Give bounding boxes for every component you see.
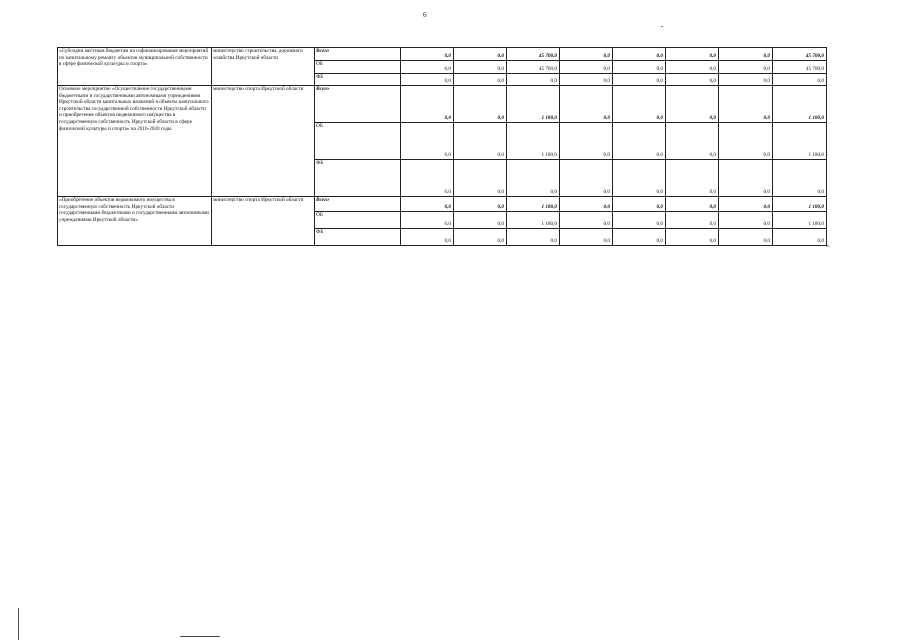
- amount-cell: 0,0: [613, 123, 666, 160]
- amount-cell: 0,0: [454, 86, 507, 123]
- amount-cell: 0,0: [613, 61, 666, 74]
- scan-artifact: [661, 26, 663, 27]
- amount-cell: 1 180,0: [773, 197, 827, 212]
- amount-cell: 1 180,0: [773, 212, 827, 229]
- amount-cell: 0,0: [666, 74, 719, 86]
- amount-cell: 0,0: [507, 160, 560, 197]
- amount-cell: 0,0: [560, 86, 613, 123]
- funding-source-cell: Всего: [315, 197, 401, 212]
- amount-cell: 0,0: [401, 74, 454, 86]
- executor-cell: министерство спорта Иркутской области: [212, 197, 315, 246]
- amount-cell: 0,0: [454, 197, 507, 212]
- amount-cell: 0,0: [719, 123, 773, 160]
- amount-cell: 0,0: [560, 48, 613, 61]
- amount-cell: 1 180,0: [507, 197, 560, 212]
- amount-cell: 0,0: [401, 229, 454, 246]
- amount-cell: 0,0: [560, 212, 613, 229]
- amount-cell: 0,0: [401, 61, 454, 74]
- amount-cell: 0,0: [560, 74, 613, 86]
- amount-cell: 0,0: [666, 160, 719, 197]
- amount-cell: 0,0: [454, 48, 507, 61]
- amount-cell: 45 700,0: [773, 61, 827, 74]
- measure-name-cell: Основное мероприятие «Осуществление государственными бюджетными и государственными автономными учреждениями Иркутской области капитальных вложений в объекты капитального строительства государственной собственности Иркутской области и приобретение объектов недвижимого имущества в государственную собственность Иркутской области в сфере физической культуры и спорта» на 2016-2020 годы: [58, 86, 212, 197]
- scan-artifact: [18, 608, 19, 640]
- amount-cell: 1 180,0: [773, 86, 827, 123]
- table-row: [58, 86, 827, 123]
- amount-cell: 0,0: [507, 229, 560, 246]
- funding-source-cell: Всего: [315, 86, 401, 123]
- table-row: [58, 197, 827, 212]
- amount-cell: 0,0: [666, 123, 719, 160]
- executor-cell: министерство спорта Иркутской области: [212, 86, 315, 197]
- amount-cell: 0,0: [454, 212, 507, 229]
- amount-cell: 0,0: [401, 48, 454, 61]
- amount-cell: 0,0: [454, 123, 507, 160]
- amount-cell: 0,0: [454, 229, 507, 246]
- amount-cell: 45 700,0: [507, 48, 560, 61]
- budget-table: [57, 47, 827, 246]
- amount-cell: 0,0: [560, 197, 613, 212]
- funding-source-cell: Всего: [315, 48, 401, 61]
- amount-cell: 0,0: [401, 212, 454, 229]
- amount-cell: 0,0: [401, 197, 454, 212]
- funding-source-cell: ОБ: [315, 123, 401, 160]
- funding-source-cell: ОБ: [315, 61, 401, 74]
- amount-cell: 0,0: [719, 229, 773, 246]
- amount-cell: 0,0: [507, 74, 560, 86]
- measure-name-cell: «Субсидии местным бюджетам на софинансирование мероприятий по капитальному ремонту объектов муниципальной собственности в сфере физической культуры и спорта»: [58, 48, 212, 86]
- executor-cell: министерство строительства, дорожного хозяйства Иркутской области: [212, 48, 315, 86]
- page-number: 6: [423, 11, 427, 19]
- amount-cell: 1 180,0: [507, 212, 560, 229]
- amount-cell: 0,0: [666, 86, 719, 123]
- amount-cell: 0,0: [454, 61, 507, 74]
- amount-cell: 0,0: [401, 160, 454, 197]
- amount-cell: 0,0: [560, 160, 613, 197]
- amount-cell: 0,0: [666, 229, 719, 246]
- table-row: [58, 48, 827, 61]
- amount-cell: 0,0: [719, 86, 773, 123]
- amount-cell: 0,0: [401, 123, 454, 160]
- amount-cell: 0,0: [613, 229, 666, 246]
- amount-cell: 0,0: [613, 160, 666, 197]
- amount-cell: 0,0: [666, 61, 719, 74]
- amount-cell: 0,0: [666, 197, 719, 212]
- closing-quote-mark: ».: [826, 243, 831, 249]
- funding-source-cell: ФБ: [315, 74, 401, 86]
- amount-cell: 0,0: [454, 160, 507, 197]
- amount-cell: 0,0: [560, 61, 613, 74]
- amount-cell: 0,0: [613, 212, 666, 229]
- amount-cell: 0,0: [613, 48, 666, 61]
- amount-cell: 0,0: [666, 48, 719, 61]
- amount-cell: 0,0: [719, 61, 773, 74]
- measure-name-cell: «Приобретение объектов недвижимого имущества в государственную собственность Иркутской области государственными бюджетными и государственными автономными учреждениями Иркутской области»: [58, 197, 212, 246]
- funding-source-cell: ФБ: [315, 160, 401, 197]
- amount-cell: 0,0: [719, 212, 773, 229]
- amount-cell: 1 180,0: [773, 123, 827, 160]
- amount-cell: 45 700,0: [507, 61, 560, 74]
- scan-artifact: [180, 636, 220, 637]
- amount-cell: 0,0: [613, 74, 666, 86]
- amount-cell: 0,0: [773, 74, 827, 86]
- amount-cell: 0,0: [773, 229, 827, 246]
- amount-cell: 0,0: [454, 74, 507, 86]
- amount-cell: 0,0: [719, 48, 773, 61]
- amount-cell: 0,0: [613, 86, 666, 123]
- funding-source-cell: ФБ: [315, 229, 401, 246]
- amount-cell: 1 180,0: [507, 86, 560, 123]
- amount-cell: 0,0: [613, 197, 666, 212]
- amount-cell: 1 180,0: [507, 123, 560, 160]
- amount-cell: 0,0: [773, 160, 827, 197]
- amount-cell: 0,0: [719, 160, 773, 197]
- amount-cell: 0,0: [719, 74, 773, 86]
- amount-cell: 45 700,0: [773, 48, 827, 61]
- amount-cell: 0,0: [560, 229, 613, 246]
- amount-cell: 0,0: [666, 212, 719, 229]
- amount-cell: 0,0: [719, 197, 773, 212]
- amount-cell: 0,0: [560, 123, 613, 160]
- amount-cell: 0,0: [401, 86, 454, 123]
- funding-source-cell: ОБ: [315, 212, 401, 229]
